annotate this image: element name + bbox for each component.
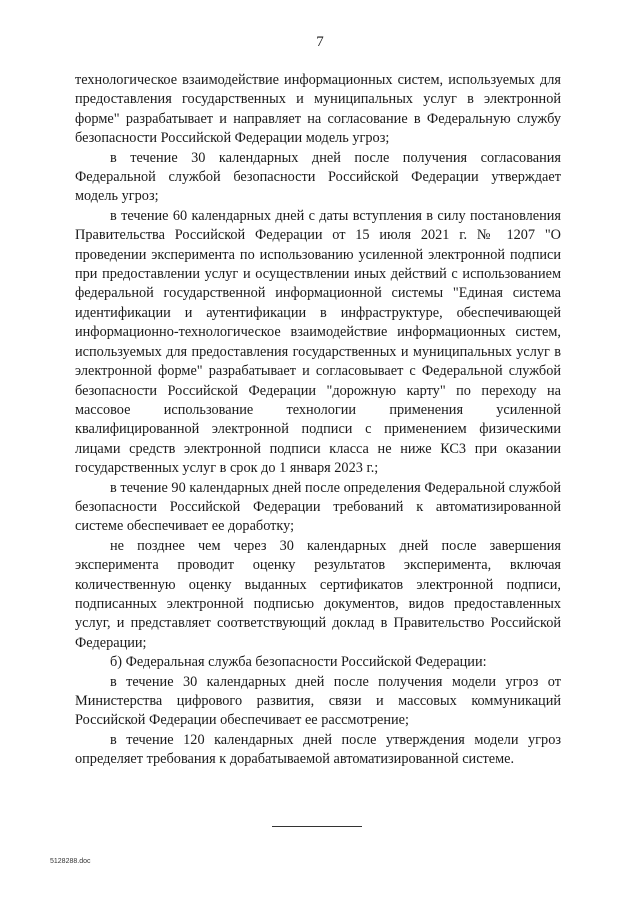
paragraph-experiment-report: не позднее чем через 30 календарных дней после завершения эксперимента проводит оценку результатов эксперимента, включая количественную оценку выданных сертификатов электронной подписи, подписанных электронной подписью документов, видов предоставленных услуг, и представляет соответствующий доклад в Правительство Российской Федерации; xyxy=(75,537,561,651)
footer-file-name: 5128288.doc xyxy=(50,858,91,865)
paragraph-system-refinement: в течение 90 календарных дней после определения Федеральной службой безопасности Российской Федерации требований к автоматизированной системе обеспечивает ее доработку; xyxy=(75,479,561,535)
paragraph-fsb-requirements: в течение 120 календарных дней после утверждения модели угроз определяет требования к дорабатываемой автоматизированной системе. xyxy=(75,731,561,768)
paragraph-fsb-heading: б) Федеральная служба безопасности Российской Федерации: xyxy=(110,654,487,671)
paragraph-continuation: технологическое взаимодействие информационных систем, используемых для предоставления государственных и муниципальных услуг в электронной форме" разрабатывает и направляет на согласование в Федеральную службу безопасности Российской Федерации модель угроз; xyxy=(75,72,561,147)
end-divider xyxy=(272,826,362,827)
page-number: 7 xyxy=(316,34,324,50)
paragraph-approve-threat-model: в течение 30 календарных дней после получения согласования Федеральной службой безопасности Российской Федерации утверждает модель угроз; xyxy=(75,149,561,205)
paragraph-roadmap: в течение 60 календарных дней с даты вступления в силу постановления Правительства Российской Федерации от 15 июля 2021 г. № 1207 "О проведении эксперимента по использованию усиленной электронной подписи при предоставлении услуг и осуществлении иных действий с использованием федеральной государственной информационной системы "Единая система идентификации и аутентификации в инфраструктуре, обеспечивающей информационно-технологическое взаимодействие информационных систем, используемых для предоставления государственных и муниципальных услуг в электронной форме" разрабатывает и согласовывает с Федеральной службой безопасности Российской Федерации "дорожную карту" по переходу на массовое использование технологии применения усиленной квалифицированной электронной подписи с применением физическими лицами средств электронной подписи класса не ниже КС3 при оказании государственных услуг в срок до 1 января 2023 г.; xyxy=(75,207,561,477)
document-body xyxy=(75,71,561,770)
paragraph-fsb-review: в течение 30 календарных дней после получения модели угроз от Министерства цифрового развития, связи и массовых коммуникаций Российской Федерации обеспечивает ее рассмотрение; xyxy=(75,673,561,729)
